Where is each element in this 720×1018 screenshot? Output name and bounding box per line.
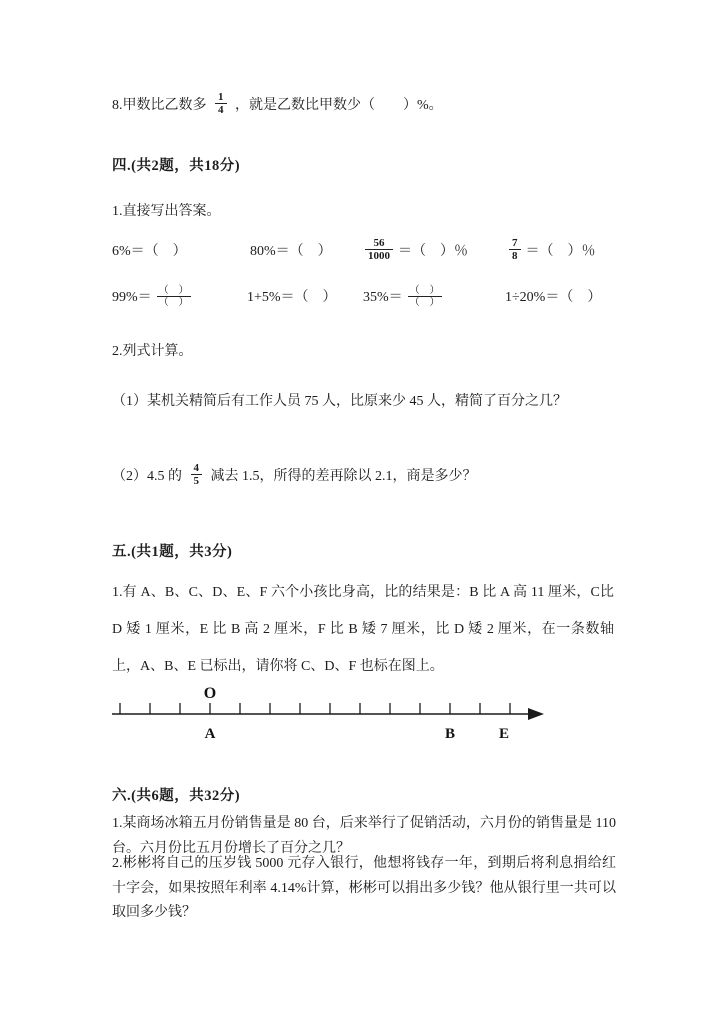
question-8	[112, 90, 620, 122]
calc-text: 99%＝	[112, 290, 152, 305]
section-4-sub2: 2.列式计算。	[112, 344, 193, 359]
section-6-question-1: 1.某商场冰箱五月份销售量是 80 台，后来举行了促销活动，六月份的销售量是 110 台。六月份比五月份增长了百分之几？	[112, 816, 616, 856]
calc-item-6-percent	[112, 232, 187, 272]
fraction-numerator: （ ）	[158, 284, 189, 296]
fraction-denominator: 5	[191, 474, 203, 488]
fraction-56-1000	[365, 237, 393, 263]
calc-text: 1÷20%＝（ ）	[505, 290, 602, 305]
fraction-denominator: （ ）	[409, 297, 440, 309]
section-6-question-2: 2.彬彬将自己的压岁钱 5000 元存入银行，他想将钱存一年，到期后将利息捐给红十字会，如果按照年利率 4.14%计算，彬彬可以捐出多少钱？他从银行里一共可以取回多少钱？	[112, 856, 616, 920]
calc-row-2	[112, 278, 625, 322]
number-line-point-b-label: B	[444, 726, 456, 742]
calc-item-1-plus-5-percent	[247, 278, 337, 318]
number-line-point-a-label: A	[204, 726, 216, 742]
fraction-numerator: 56	[373, 236, 385, 249]
calc-item-7-over-8	[504, 232, 596, 272]
problem-2-text-post: 减去 1.5，所得的差再除以 2.1，商是多少？	[210, 469, 477, 484]
calc-text: ＝（ ）％	[525, 244, 596, 259]
calc-text: 1+5%＝（ ）	[247, 290, 337, 305]
question-8-text-pre: 8.甲数比乙数多	[112, 98, 207, 113]
problem-2-text-pre: （2）4.5 的	[112, 469, 182, 484]
question-8-text-post: ，就是乙数比甲数少（ ）%。	[235, 98, 443, 113]
fraction-denominator: 1000	[365, 249, 393, 263]
fraction-blank	[157, 285, 191, 309]
section-5-heading: 五.(共1题，共3分)	[112, 544, 233, 560]
calc-text: 80%＝（ ）	[250, 244, 332, 259]
calc-row-1	[112, 232, 625, 276]
fraction-7-8	[509, 237, 521, 263]
section-6-heading: 六.(共6题，共32分)	[112, 788, 241, 804]
fraction-denominator: 8	[509, 249, 521, 263]
number-line-point-e-label: E	[498, 726, 510, 742]
section-5-question: 1.有 A、B、C、D、E、F 六个小孩比身高，比的结果是：B 比 A 高 11 厘米，C比 D 矮 1 厘米，E 比 B 高 2 厘米，F 比 B 矮 7 厘米，比 D 矮 2 厘米，在一条数轴上，A、B、E 已标出，请你将 C、D、F 也标在图上。	[112, 585, 614, 674]
calc-item-56-over-1000	[360, 232, 468, 272]
section-4-word-problem-1: （1）某机关精简后有工作人员 75 人，比原来少 45 人，精简了百分之几？	[112, 394, 567, 409]
section-4-sub1: 1.直接写出答案。	[112, 204, 221, 219]
number-line-ticks	[120, 703, 510, 714]
calc-item-80-percent	[250, 232, 332, 272]
section-4-heading: 四.(共2题，共18分)	[112, 158, 241, 174]
fraction-numerator: 1	[218, 90, 224, 103]
calc-item-35-percent	[363, 278, 447, 318]
calc-text: ＝（ ）％	[398, 244, 468, 259]
number-line-arrowhead	[528, 708, 544, 720]
fraction-denominator: （ ）	[158, 297, 189, 309]
calc-item-1-div-20-percent	[505, 278, 601, 318]
fraction-numerator: （ ）	[409, 284, 440, 296]
calc-text: 6%＝（ ）	[112, 244, 187, 259]
fraction-blank	[408, 285, 442, 309]
fraction-4-5	[191, 462, 203, 488]
fraction-1-4	[215, 91, 227, 117]
section-4-word-problem-2	[112, 460, 620, 494]
fraction-numerator: 4	[193, 461, 199, 474]
calc-text: 35%＝	[363, 290, 403, 305]
calc-item-99-percent	[112, 278, 196, 318]
fraction-denominator: 4	[215, 103, 227, 117]
number-line-figure	[108, 684, 548, 751]
fraction-numerator: 7	[512, 236, 518, 249]
number-line-origin-label: O	[203, 685, 217, 702]
number-line-svg	[108, 684, 548, 746]
